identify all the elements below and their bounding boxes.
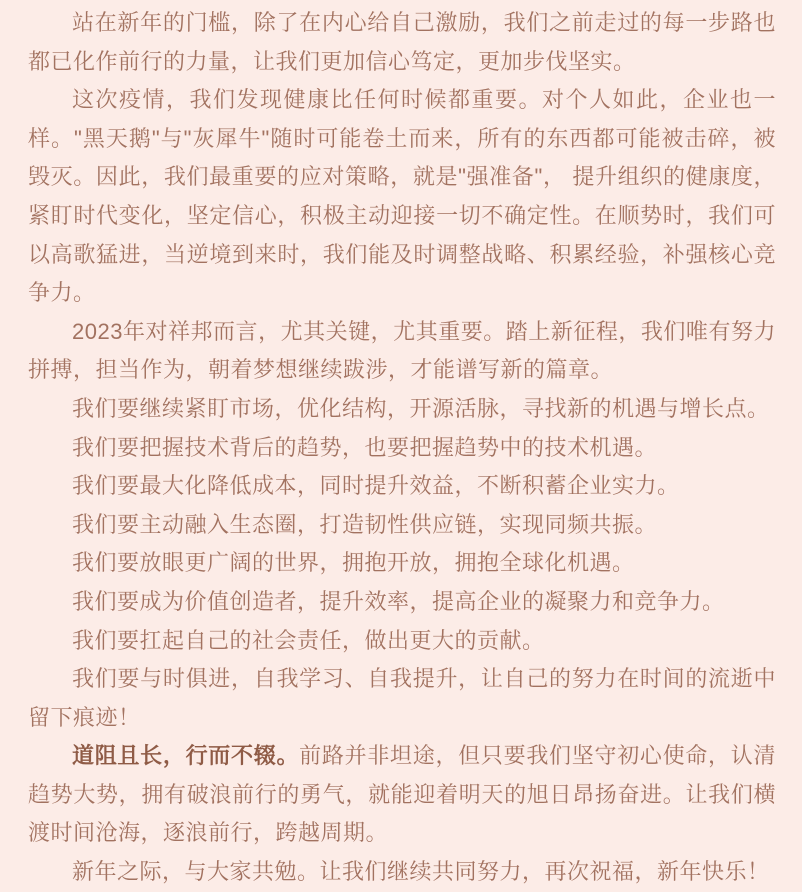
paragraph-text: 前路并非坦途，但只要我们坚守初心使命，认清趋势大势，拥有破浪前行的勇气，就能迎着明天的旭日昂扬奋进。让我们横渡时间沧海，逐浪前行，跨越周期。 — [28, 743, 776, 846]
paragraph — [28, 506, 776, 545]
paragraph-text: 我们要放眼更广阔的世界，拥抱开放，拥抱全球化机遇。 — [72, 550, 635, 576]
paragraph-text: 我们要扛起自己的社会责任，做出更大的贡献。 — [72, 627, 545, 653]
paragraph — [28, 544, 776, 583]
paragraph — [28, 660, 776, 737]
paragraph-text: 我们要最大化降低成本，同时提升效益，不断积蓄企业实力。 — [72, 473, 680, 499]
paragraph — [28, 467, 776, 506]
paragraph — [28, 429, 776, 468]
paragraph — [28, 390, 776, 429]
paragraph-text: 我们要与时俱进，自我学习、自我提升，让自己的努力在时间的流逝中留下痕迹！ — [28, 666, 776, 730]
paragraph — [28, 737, 776, 853]
paragraph-text: 站在新年的门槛，除了在内心给自己激励，我们之前走过的每一步路也都已化作前行的力量，让我们更加信心笃定，更加步伐坚实。 — [28, 10, 776, 74]
paragraph-text: 我们要把握技术背后的趋势，也要把握趋势中的技术机遇。 — [72, 434, 658, 460]
paragraph — [28, 4, 776, 81]
paragraph — [28, 81, 776, 313]
paragraph-text: 这次疫情，我们发现健康比任何时候都重要。对个人如此，企业也一样。"黑天鹅"与"灰犀牛"随时可能卷土而来，所有的东西都可能被击碎，被毁灭。因此，我们最重要的应对策略，就是"强准备"， 提升组织的健康度，紧盯时代变化，坚定信心，积极主动迎接一切不确定性。在顺势时，我们可以高歌猛进，当逆境到来时，我们能及时调整战略、积累经验，补强核心竞争力。 — [28, 87, 776, 306]
paragraph — [28, 853, 776, 892]
paragraph-text: 我们要成为价值创造者，提升效率，提高企业的凝聚力和竞争力。 — [72, 588, 725, 614]
paragraph-text: 我们要主动融入生态圈，打造韧性供应链，实现同频共振。 — [72, 511, 658, 537]
paragraph — [28, 583, 776, 622]
emphasis-text: 道阻且长，行而不辍。 — [72, 743, 300, 769]
paragraph-text: 新年之际，与大家共勉。让我们继续共同努力，再次祝福，新年快乐！ — [72, 859, 770, 885]
paragraph-text: 我们要继续紧盯市场，优化结构，开源活脉，寻找新的机遇与增长点。 — [72, 395, 770, 421]
paragraph-text: 2023年对祥邦而言，尤其关键，尤其重要。踏上新征程，我们唯有努力拼搏，担当作为，朝着梦想继续跋涉，才能谱写新的篇章。 — [28, 318, 776, 383]
paragraph — [28, 313, 776, 390]
paragraph — [28, 622, 776, 661]
